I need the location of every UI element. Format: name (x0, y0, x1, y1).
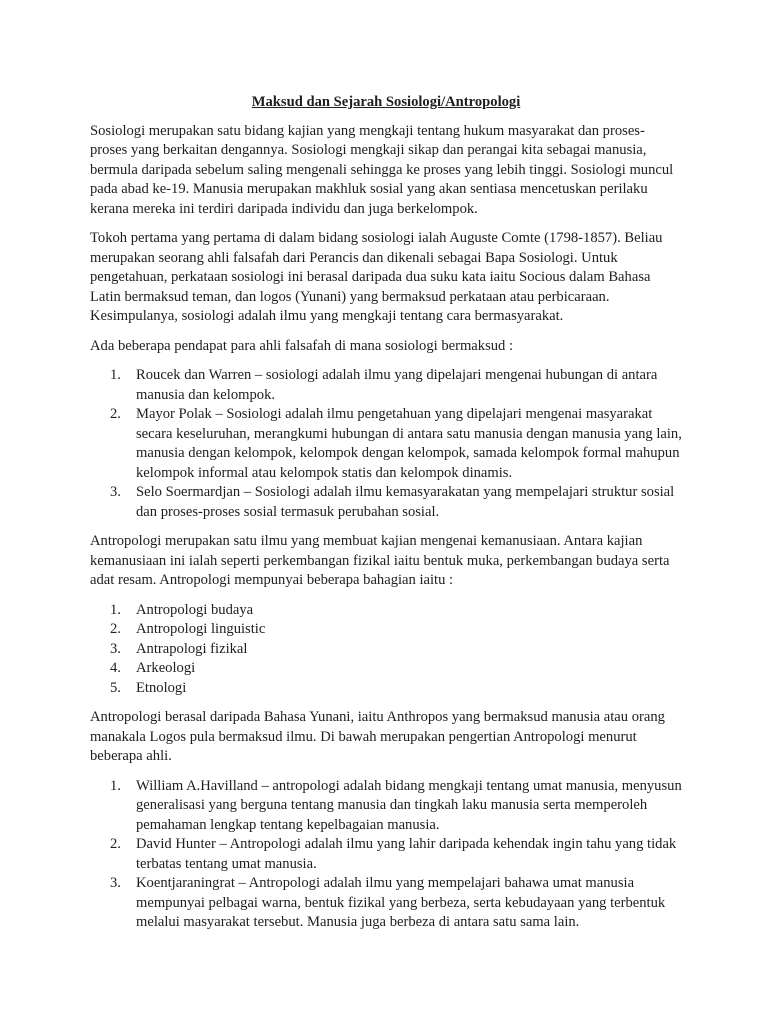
list-sosiologi-definitions (90, 366, 682, 522)
list-item (110, 620, 682, 640)
list-number: 3. (110, 875, 121, 891)
list-text: Antrapologi fizikal (136, 640, 248, 657)
list-text: William A.Havilland – antropologi adalah bidang mengkaji tentang umat manusia, menyusun generalisasi yang berguna tentang manusia dan tingkah laku manusia serta memperoleh pemahaman lengkap tentang kepelbagaian manusia. (136, 777, 682, 833)
list-text: Mayor Polak – Sosiologi adalah ilmu pengetahuan yang dipelajari mengenai masyarakat secara keseluruhan, merangkumi hubungan di antara satu manusia dengan manusia yang lain, manusia dengan kelompok, kelompok dengan kelompok, samada kelompok formal mahupun kelompok informal atau kelompok statis dan kelompok dinamis. (136, 406, 682, 481)
list-item (110, 659, 682, 679)
list-item (110, 601, 682, 621)
list-number: 2. (110, 621, 121, 637)
list-number: 2. (110, 406, 121, 422)
paragraph-antropologi-intro: Antropologi merupakan satu ilmu yang membuat kajian mengenai kemanusiaan. Antara kajian kemanusiaan ini ialah seperti perkembangan fizikal iaitu bentuk muka, perkembangan budaya serta adat resam. Antropologi mempunyai beberapa bahagian iaitu : (90, 533, 670, 588)
list-item (110, 483, 682, 522)
list-item (110, 405, 682, 483)
list-number: 3. (110, 484, 121, 500)
list-text: Arkeologi (136, 660, 196, 676)
document-page (90, 93, 682, 943)
list-antropologi-definitions (90, 777, 682, 933)
list-text: Antropologi budaya (136, 601, 254, 618)
list-text: Etnologi (136, 679, 187, 696)
paragraph-auguste-comte: Tokoh pertama yang pertama di dalam bidang sosiologi ialah Auguste Comte (1798-1857). Beliau merupakan seorang ahli falsafah dari Perancis dan dikenali sebagai Bapa Sosiologi. Untuk pengetahuan, perkataan sosiologi ini berasal daripada dua suku kata iaitu Socious dalam Bahasa Latin bermaksud teman, dan logos (Yunani) yang bermaksud perkataan atau perbicaraan. Kesimpulanya, sosiologi adalah ilmu yang mengkaji tentang cara bermasyarakat. (90, 230, 663, 324)
list-item (110, 874, 682, 933)
list-text: Roucek dan Warren – sosiologi adalah ilmu yang dipelajari mengenai hubungan di antara manusia dan kelompok. (136, 367, 658, 403)
paragraph-sosiologi-intro: Sosiologi merupakan satu bidang kajian yang mengkaji tentang hukum masyarakat dan proses-proses yang berkaitan dengannya. Sosiologi mengkaji sikap dan perangai kita sebagai manusia, bermula daripada sebelum saling mengenali sehingga ke proses yang lebih tinggi. Sosiologi muncul pada abad ke-19. Manusia merupakan makhluk sosial yang akan sentiasa mencetuskan perilaku kerana mereka ini terdiri daripada individu dan juga berkelompok. (90, 122, 674, 217)
list-text: Koentjaraningrat – Antropologi adalah ilmu yang mempelajari bahawa umat manusia mempunyai pelbagai warna, bentuk fizikal yang berbeza, serta kebudayaan yang terbentuk melalui masyarakat tersebut. Manusia juga berbeza di antara satu sama lain. (136, 875, 666, 930)
list-item (110, 777, 682, 836)
list-number: 1. (110, 601, 121, 618)
list-number: 5. (110, 679, 121, 696)
list-item (110, 640, 682, 660)
paragraph-antropologi-origin: Antropologi berasal daripada Bahasa Yunani, iaitu Anthropos yang bermaksud manusia atau orang manakala Logos pula bermaksud ilmu. Di bawah merupakan pengertian Antropologi menurut beberapa ahli. (90, 709, 665, 764)
list-text: Selo Soermardjan – Sosiologi adalah ilmu kemasyarakatan yang mempelajari struktur sosial dan proses-proses sosial termasuk perubahan sosial. (136, 484, 675, 520)
list-item (110, 835, 682, 874)
document-title: Maksud dan Sejarah Sosiologi/Antropologi (251, 94, 521, 110)
list-number: 1. (110, 367, 121, 383)
list-number: 2. (110, 836, 121, 852)
list-number: 1. (110, 777, 121, 794)
list-antropologi-branches (90, 601, 682, 699)
paragraph-pendapat-intro: Ada beberapa pendapat para ahli falsafah di mana sosiologi bermaksud : (90, 337, 514, 354)
list-number: 3. (110, 640, 121, 657)
list-text: David Hunter – Antropologi adalah ilmu yang lahir daripada kehendak ingin tahu yang tidak terbatas tentang umat manusia. (136, 836, 677, 872)
list-text: Antropologi linguistic (136, 621, 266, 637)
list-item (110, 366, 682, 405)
list-number: 4. (110, 660, 121, 676)
list-item (110, 679, 682, 699)
